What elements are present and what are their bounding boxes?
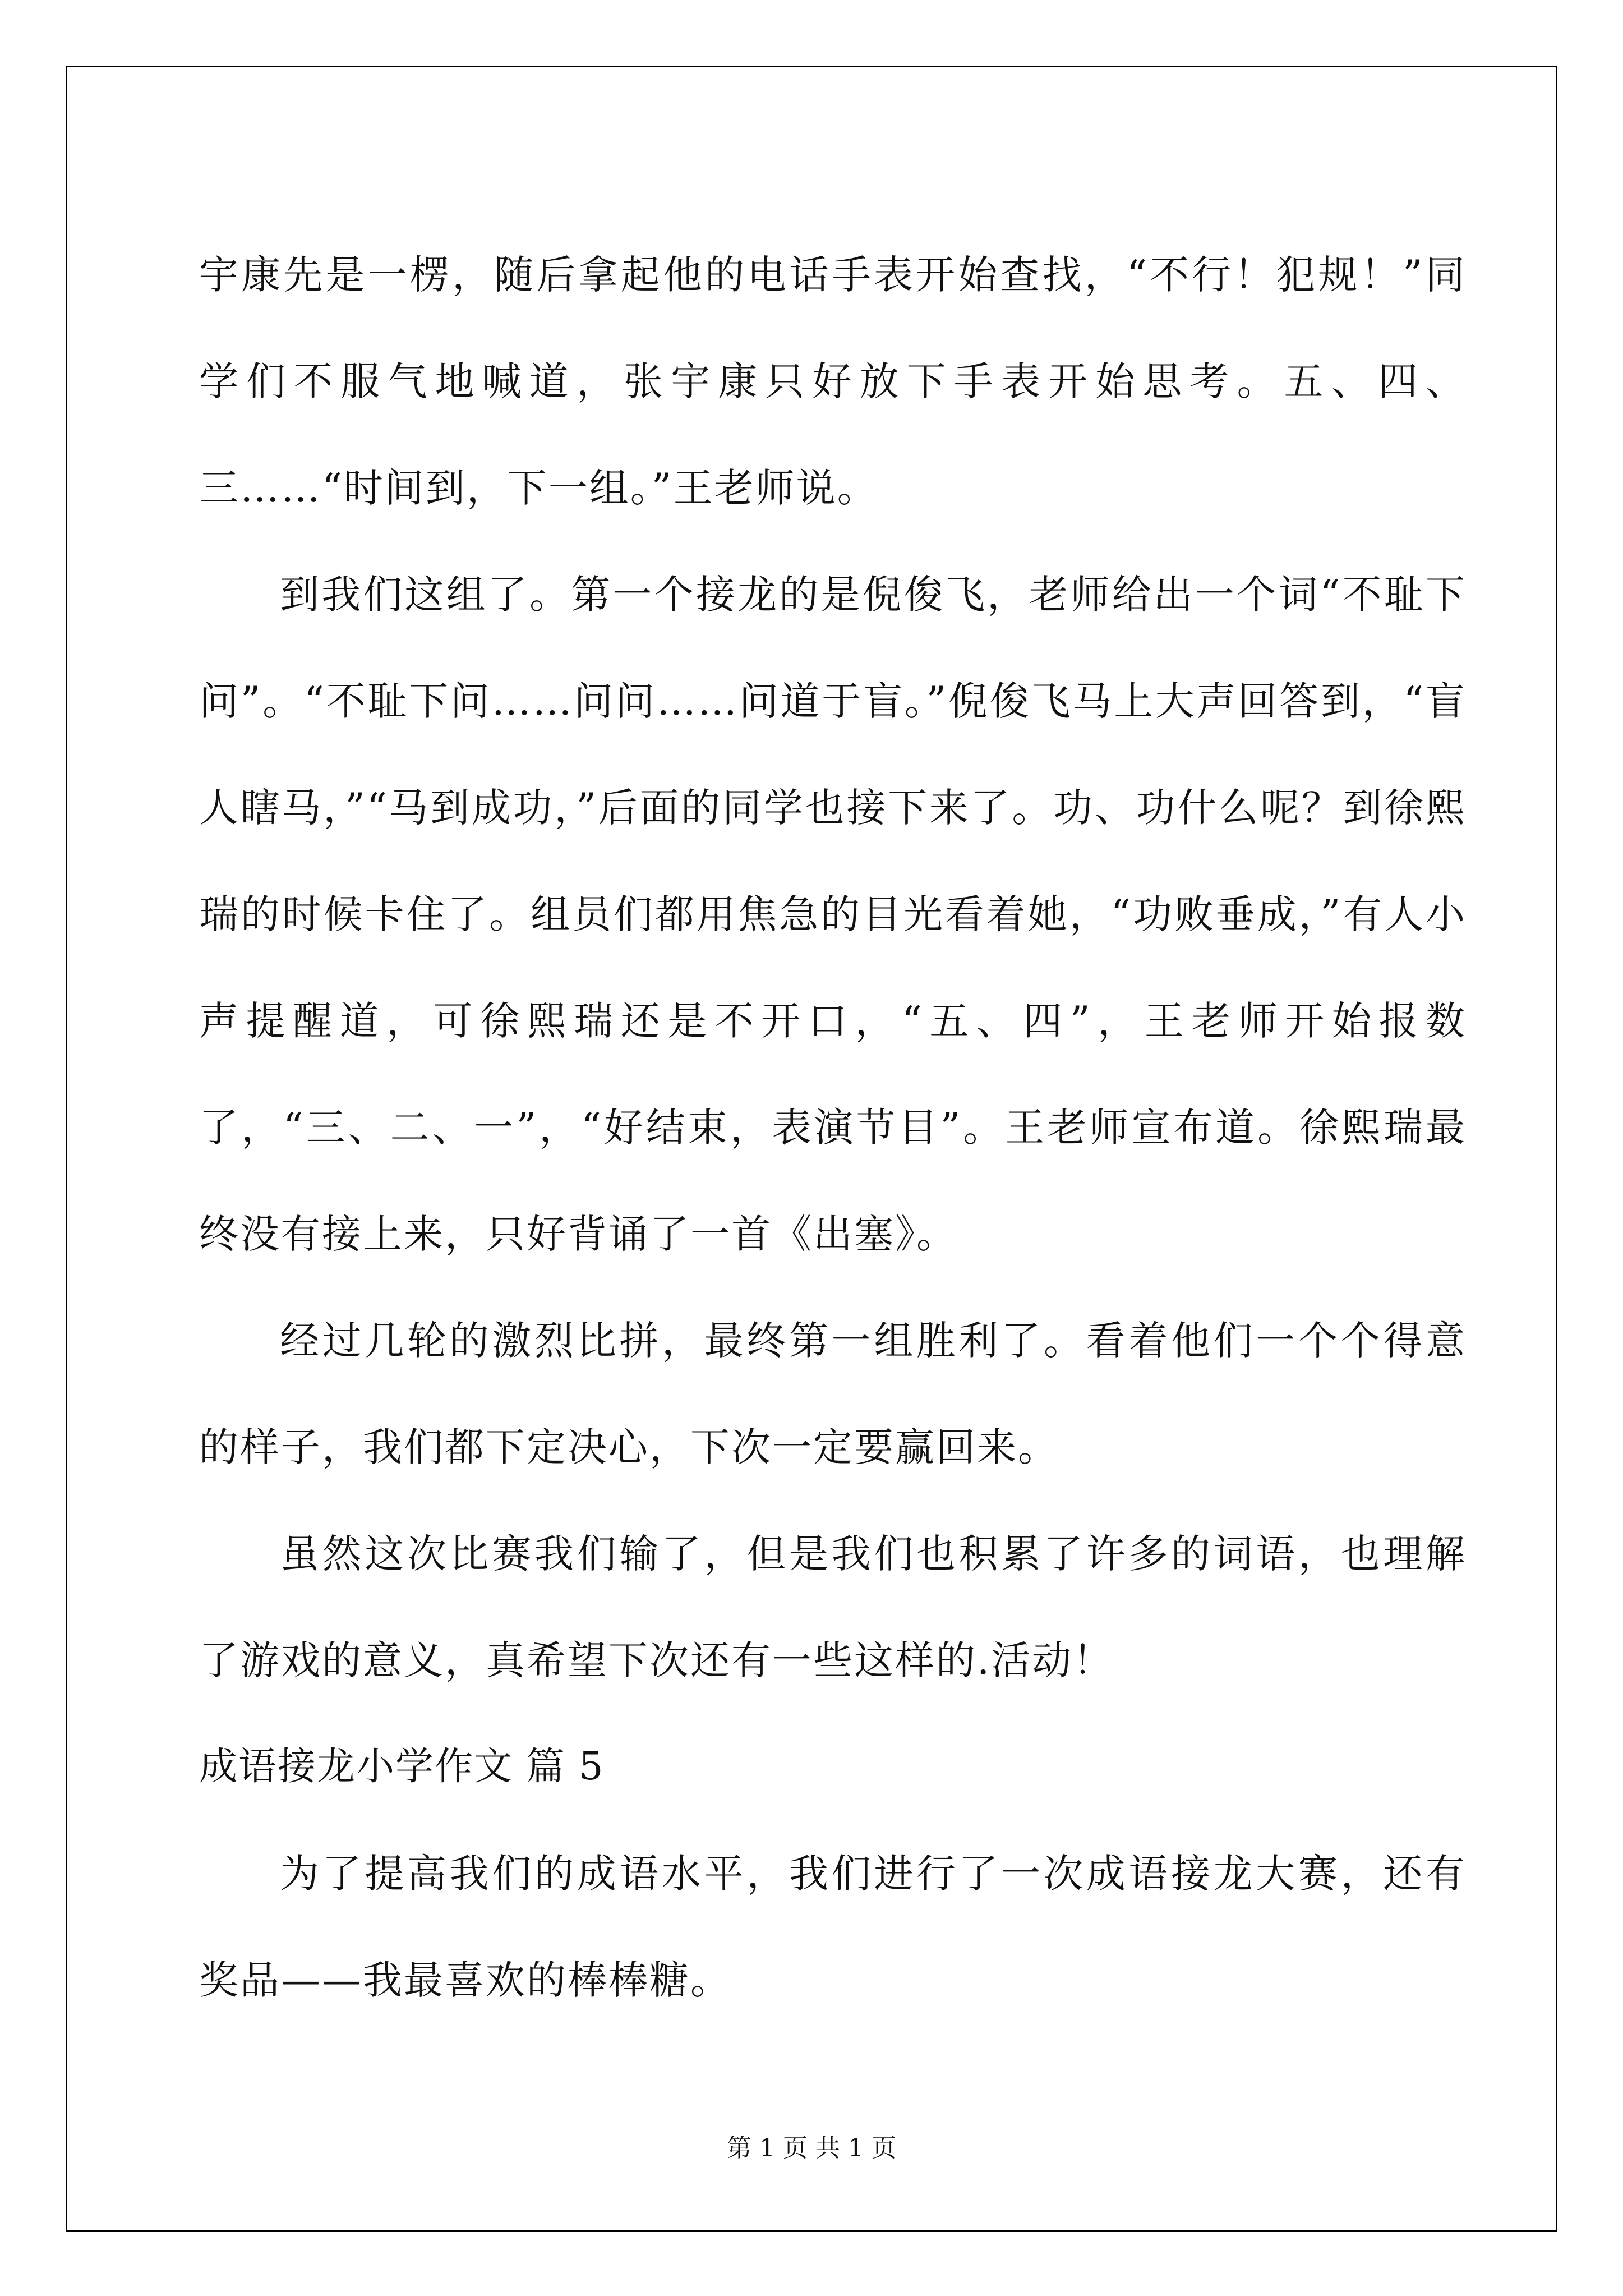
paragraph-1: 宇康先是一楞，随后拿起他的电话手表开始查找，“不行！犯规！”同学们不服气地喊道，张宇康只好放下手表开始思考。五、四、三……“时间到，下一组。”王老师说。 — [199, 252, 1467, 511]
document-body — [199, 222, 1467, 2033]
page-footer: 第 1 页 共 1 页 — [727, 2134, 896, 2162]
section-heading: 成语接龙小学作文 篇 5 — [199, 1745, 605, 1789]
paragraph-2: 到我们这组了。第一个接龙的是倪俊飞，老师给出一个词“不耻下问”。“不耻下问……问问……问道于盲。”倪俊飞马上大声回答到，“盲人瞎马，”“马到成功，”后面的同学也接下来了。功、功什么呢？到徐熙瑞的时候卡住了。组员们都用焦急的目光看着她，“功败垂成，”有人小声提醒道，可徐熙瑞还是不开口，“五、四”，王老师开始报数了，“三、二、一”，“好结束，表演节目”。王老师宣布道。徐熙瑞最终没有接上来，只好背诵了一首《出塞》。 — [199, 572, 1467, 1257]
paragraph-5: 为了提高我们的成语水平，我们进行了一次成语接龙大赛，还有奖品——我最喜欢的棒棒糖。 — [199, 1851, 1467, 2003]
paragraph-3: 经过几轮的激烈比拼，最终第一组胜利了。看着他们一个个得意的样子，我们都下定决心，下次一定要赢回来。 — [199, 1318, 1467, 1470]
paragraph-4: 虽然这次比赛我们输了，但是我们也积累了许多的词语，也理解了游戏的意义，真希望下次还有一些这样的.活动！ — [199, 1531, 1467, 1683]
